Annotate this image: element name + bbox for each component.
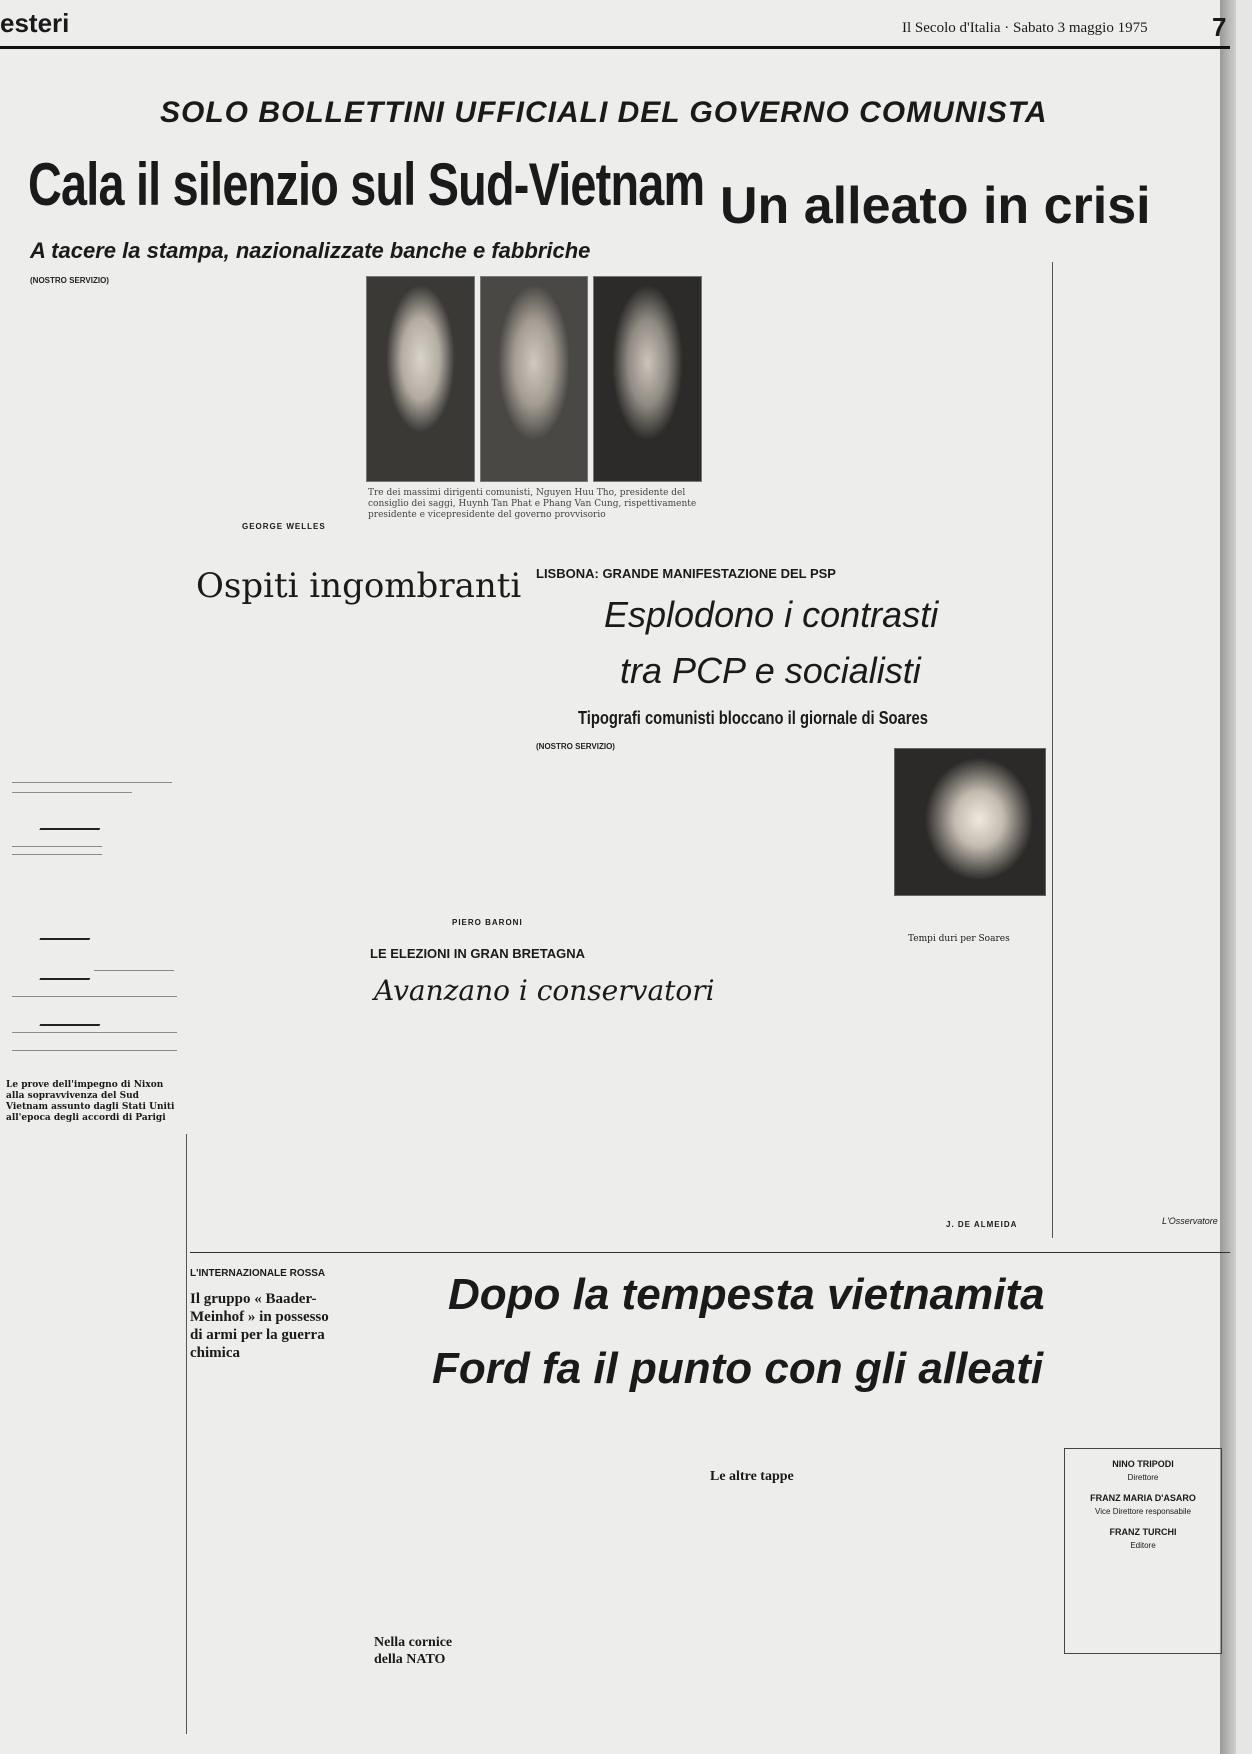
bm-column (190, 1372, 356, 1734)
header-rule (0, 46, 1230, 49)
ford-column-2 (536, 1416, 696, 1734)
ospiti-byline: PIERO BARONI (452, 918, 523, 927)
dirigenti-photos (366, 276, 702, 482)
ford-column-5 (1062, 1416, 1220, 1446)
elezioni-column-2 (540, 1024, 704, 1246)
masthead-role: Editore (1130, 1541, 1156, 1550)
ford-column-1 (368, 1416, 528, 1624)
lead-headline: Cala il silenzio sul Sud-Vietnam (28, 151, 705, 218)
documents-caption: Le prove dell'impegno di Nixon alla sopravvivenza del Sud Vietnam assunto dagli Stati Uniti all'epoca degli accordi di Parigi (6, 1080, 175, 1123)
masthead-role: Direttore (1127, 1473, 1159, 1482)
masthead-director: NINO TRIPODI (1112, 1459, 1174, 1469)
tappe-subhead: Le altre tappe (710, 1469, 794, 1484)
lisbona-headline-1: Esplodono i contrasti (604, 594, 939, 635)
ford-column-3b (710, 1510, 870, 1734)
masthead-publisher: FRANZ TURCHI (1109, 1527, 1177, 1537)
lisbona-column-2 (712, 742, 882, 1212)
lead-column-1 (30, 276, 196, 632)
elezioni-column-1 (368, 1024, 530, 1246)
lead-dateline: (NOSTRO SERVIZIO) (30, 276, 109, 285)
page-number: 7 (1212, 12, 1227, 42)
lead-column-2 (198, 276, 360, 522)
alleato-column-1 (712, 262, 876, 552)
column-divider (1052, 262, 1053, 1238)
section-divider (190, 1252, 1230, 1253)
lisbona-headline-2: tra PCP e socialisti (620, 650, 921, 691)
newspaper-date-line: Il Secolo d'Italia · Sabato 3 maggio 1975 (902, 20, 1148, 36)
lead-kicker: SOLO BOLLETTINI UFFICIALI DEL GOVERNO COMUNISTA (160, 96, 1048, 129)
alleato-source: L'Osservatore (1162, 1216, 1218, 1226)
page-edge-shadow (1220, 0, 1236, 1754)
ford-headline-2: Ford fa il punto con gli alleati (432, 1344, 1044, 1393)
bm-kicker: L'INTERNAZIONALE ROSSA (190, 1268, 326, 1279)
lisbona-subtitle: Tipografi comunisti bloccano il giornale di Soares (578, 708, 928, 728)
ospiti-column-2 (370, 628, 534, 918)
soares-photo-caption: Tempi duri per Soares (908, 934, 1010, 944)
ford-column-3 (710, 1416, 870, 1464)
lead-subtitle: A tacere la stampa, nazionalizzate banche e fabbriche (30, 238, 591, 263)
lisbona-byline: J. DE ALMEIDA (946, 1220, 1018, 1229)
ospiti-column-1 (196, 628, 360, 928)
photo-caption: Tre dei massimi dirigenti comunisti, Nguyen Huu Tho, presidente del consiglio dei saggi, Huynh Tan Phat e Phang Van Cung, rispettivamente presidente e vicepresidente del governo provvisorio (368, 488, 697, 520)
bm-headline: Il gruppo « Baader-Meinhof » in possesso di armi per la guerra chimica (190, 1291, 329, 1361)
masthead-box (1064, 1448, 1222, 1654)
signature-mark (39, 1006, 108, 1026)
signature-mark (39, 920, 98, 940)
column-divider (186, 1134, 187, 1734)
lead-continuation-column (6, 1134, 182, 1734)
section-title: esteri (0, 8, 70, 38)
masthead-vice-director: FRANZ MARIA D'ASARO (1090, 1493, 1196, 1503)
alleato-headline: Un alleato in crisi (720, 177, 1151, 235)
ford-column-4 (886, 1416, 1050, 1734)
alleato-column-2 (888, 262, 1048, 552)
photo-portrait (480, 276, 589, 482)
elezioni-headline: Avanzano i conservatori (374, 974, 715, 1007)
photo-portrait (593, 276, 702, 482)
elezioni-kicker: LE ELEZIONI IN GRAN BRETAGNA (370, 946, 585, 961)
lisbona-kicker: LISBONA: GRANDE MANIFESTAZIONE DEL PSP (536, 566, 836, 581)
lisbona-column-3 (886, 952, 1050, 1212)
masthead-role: Vice Direttore responsabile (1095, 1507, 1191, 1516)
nixon-documents-image (4, 770, 180, 1074)
signature-mark (39, 960, 98, 980)
photo-portrait (366, 276, 475, 482)
lisbona-dateline: (NOSTRO SERVIZIO) (536, 742, 615, 751)
lead-byline: GEORGE WELLES (242, 522, 326, 531)
ford-headline-1: Dopo la tempesta vietnamita (448, 1270, 1045, 1319)
ospiti-headline: Ospiti ingombranti (196, 566, 522, 606)
soares-photo (894, 748, 1046, 896)
alleato-column-3 (1058, 262, 1218, 1202)
signature-mark (39, 810, 108, 830)
nato-subhead: Nella cornice della NATO (374, 1635, 453, 1667)
